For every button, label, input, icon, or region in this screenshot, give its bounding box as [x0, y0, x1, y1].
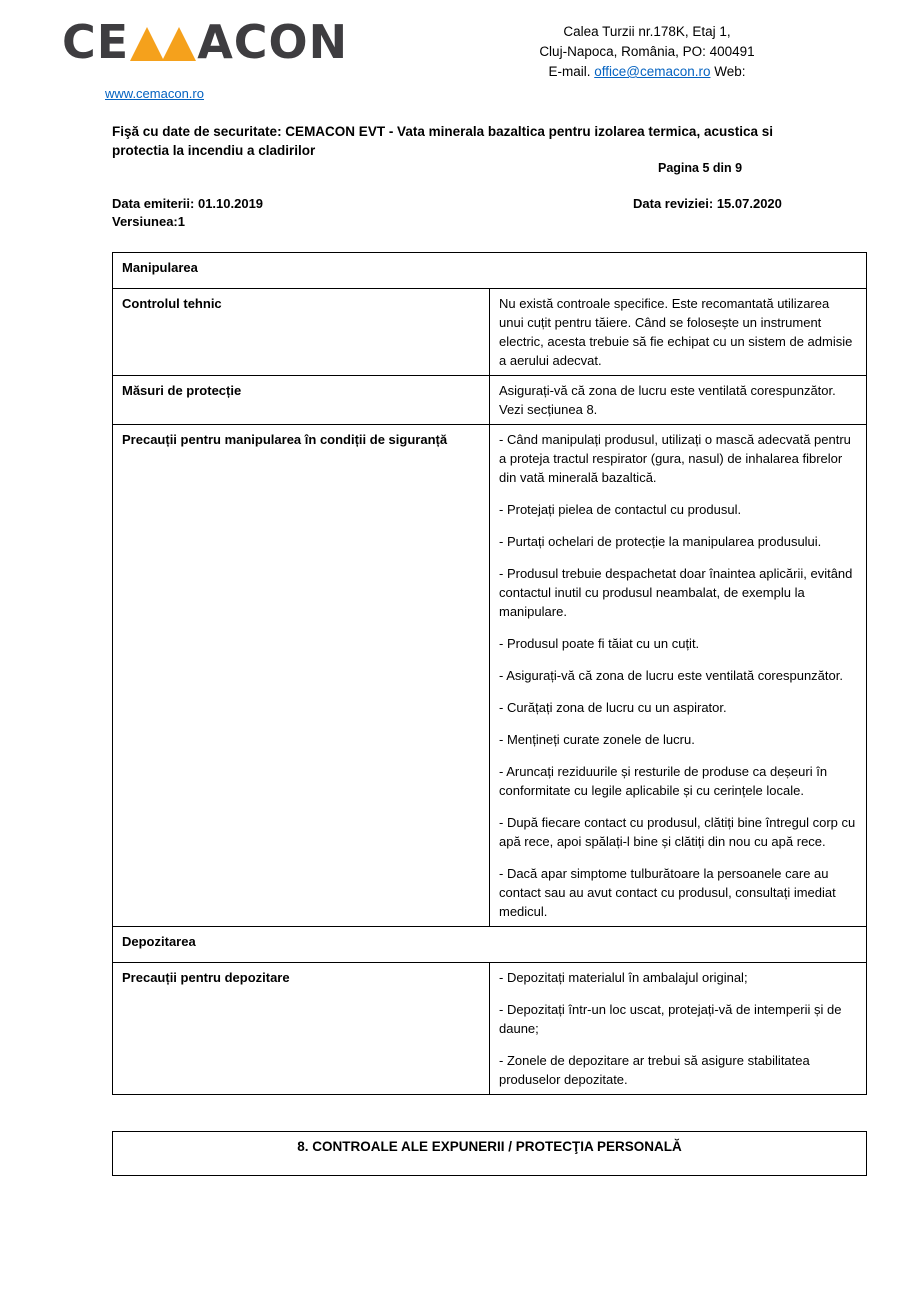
section-8-header [112, 1131, 867, 1176]
document-body [112, 252, 867, 1176]
row-content-controlul-tehnic: Nu există controale specifice. Este recomantată utilizarea unui cuțit pentru tăiere. Când se folosește un instrument electric, acesta trebuie să fie echipat cu un sistem de admisie a aerului adecvat. [490, 289, 867, 376]
address-line-1: Calea Turzii nr.178K, Etaj 1, [563, 24, 731, 39]
row-label-masuri-de-protectie: Măsuri de protecție [113, 376, 490, 425]
precaution-item: - Produsul poate fi tăiat cu un cuțit. [499, 636, 700, 651]
document-title: Fişă cu date de securitate: CEMACON EVT - Vata minerala bazaltica pentru izolarea termica, acustica si protectia la incendiu a cladirilor [112, 124, 773, 158]
table-row [113, 376, 867, 425]
address-line-2: Cluj-Napoca, România, PO: 400491 [539, 44, 755, 59]
revision-date: Data reviziei: 15.07.2020 [633, 196, 782, 211]
table-row [113, 963, 867, 1095]
table-row [113, 289, 867, 376]
email-label: E-mail. [548, 64, 595, 79]
row-content-precautii-depozitare [490, 963, 867, 1095]
cemacon-logo [62, 15, 349, 69]
storage-item: - Depozitați materialul în ambalajul original; [499, 970, 748, 985]
precaution-item: - Asigurați-vă că zona de lucru este ventilată corespunzător. [499, 668, 843, 683]
address-line-3 [482, 62, 812, 82]
precaution-item: - Aruncați reziduurile și resturile de produse ca deșeuri în conformitate cu legile aplicabile și cu cerințele locale. [499, 764, 828, 798]
table-row [113, 927, 867, 963]
section-8-title: 8. CONTROALE ALE EXPUNERII / PROTECŢIA PERSONALĂ [297, 1139, 682, 1154]
row-label-precautii-manipulare: Precauții pentru manipularea în condiții de siguranță [113, 425, 490, 927]
precaution-item: - Mențineți curate zonele de lucru. [499, 732, 695, 747]
logo-m-triangles-icon [130, 27, 196, 61]
precaution-item: - Purtați ochelari de protecție la manipularea produsului. [499, 534, 822, 549]
row-content-masuri-de-protectie: Asigurați-vă că zona de lucru este ventilată corespunzător. Vezi secțiunea 8. [490, 376, 867, 425]
logo-text-ce: CE [62, 15, 130, 69]
section-header-depozitarea: Depozitarea [113, 927, 867, 963]
precaution-item: - Protejați pielea de contactul cu produsul. [499, 502, 742, 517]
page-indicator: Pagina 5 din 9 [658, 161, 743, 175]
version: Versiunea:1 [112, 214, 185, 229]
web-label: Web: [710, 64, 746, 79]
row-label-controlul-tehnic: Controlul tehnic [113, 289, 490, 376]
table-row [113, 253, 867, 289]
precaution-item: - Produsul trebuie despachetat doar înaintea aplicării, evitând contactul inutil cu produsul neambalat, de exemplu la manipulare. [499, 566, 853, 619]
website-link[interactable]: www.cemacon.ro [105, 86, 204, 101]
company-address [482, 22, 812, 82]
row-label-precautii-depozitare: Precauții pentru depozitare [113, 963, 490, 1095]
section-header-manipularea: Manipularea [113, 253, 867, 289]
table-row [113, 425, 867, 927]
precaution-item: - Curățați zona de lucru cu un aspirator. [499, 700, 727, 715]
row-content-precautii-manipulare [490, 425, 867, 927]
precaution-item: - După fiecare contact cu produsul, clătiți bine întregul corp cu apă rece, apoi spălați-l bine și clătiți din nou cu apă rece. [499, 815, 856, 849]
storage-item: - Depozitați într-un loc uscat, protejați-vă de intemperii și de daune; [499, 1002, 842, 1036]
handling-storage-table [112, 252, 867, 1095]
issue-date: Data emiterii: 01.10.2019 [112, 196, 264, 211]
logo-text-acon: ACON [197, 15, 349, 69]
precaution-item: - Când manipulați produsul, utilizați o mască adecvată pentru a proteja tractul respirator (gura, nasul) de inhalarea fibrelor din vată minerală bazaltică. [499, 432, 851, 485]
email-link[interactable]: office@cemacon.ro [594, 64, 711, 79]
precaution-item: - Dacă apar simptome tulburătoare la persoanele care au contact sau au avut contact cu produsul, consultați imediat medicul. [499, 866, 836, 919]
storage-item: - Zonele de depozitare ar trebui să asigure stabilitatea produselor depozitate. [499, 1053, 810, 1087]
